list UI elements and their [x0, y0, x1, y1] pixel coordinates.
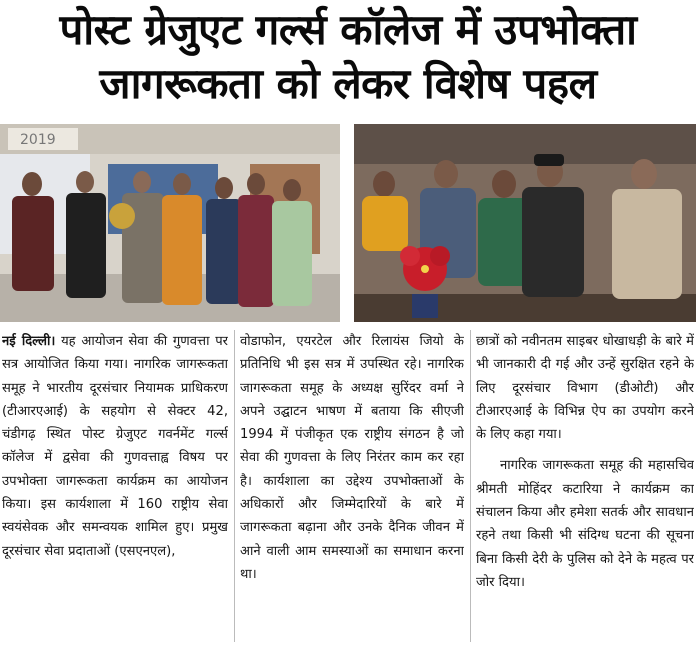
photo-audience	[354, 124, 696, 322]
dateline: नई दिल्ली।	[2, 334, 56, 349]
article-column-2	[240, 330, 464, 648]
column-3-paragraph-1: छात्रों को नवीनतम साइबर धोखाधड़ी के बारे में भी जानकारी दी गई और उन्हें सुरक्षित रहने के लिए दूरसंचार विभाग (डीओटी) और टीआरएआई के विभिन्न ऐप का उपयोग करने के लिए कहा गया।	[476, 334, 694, 443]
column-divider	[234, 330, 235, 642]
audience-illustration	[354, 124, 696, 322]
headline-line-2: जागरूकता को लेकर विशेष पहल	[99, 59, 597, 108]
photo-felicitation	[0, 124, 340, 322]
headline-line-1: पोस्ट ग्रेजुएट गर्ल्स कॉलेज में उपभोक्ता	[59, 5, 637, 54]
column-2-text: वोडाफोन, एयरटेल और रिलायंस जियो के प्रतिनिधि भी इस सत्र में उपस्थित रहे। नागरिक जागरूकता समूह के अध्यक्ष सुरिंदर वर्मा ने अपने उद्घाटन भाषण में बताया कि सीएजी 1994 में पंजीकृत एक राष्ट्रीय संगठन है जो सेवा की गुणवत्ता के लिए निरंतर काम कर रहा है। कार्यशाला का उद्देश्य उपभोक्ताओं के अधिकारों और जिम्मेदारियों के बारे में जागरूकता बढ़ाना और उनके दैनिक जीवन में आने वाली आम समस्याओं का समाधान करना था।	[240, 334, 464, 582]
felicitation-illustration	[0, 124, 340, 322]
column-1-text: यह आयोजन सेवा की गुणवत्ता पर सत्र आयोजित किया गया। नागरिक जागरूकता समूह ने भारतीय दूरसंचार नियामक प्राधिकरण (टीआरएआई) के सहयोग से सेक्टर 42, चंडीगढ़ स्थित पोस्ट ग्रेजुएट गवर्नमेंट गर्ल्स कॉलेज में द्वसेवा की गुणवत्ताह्व विषय पर उपभोक्ता जागरूकता कार्यक्रम का आयोजन किया। इस कार्यशाला में 160 राष्ट्रीय सेवा स्वयंसेवक और समन्वयक शामिल हुए। प्रमुख दूरसंचार सेवा प्रदाताओं (एसएनएल),	[2, 334, 228, 559]
column-divider	[470, 330, 471, 642]
article-column-1	[2, 330, 228, 648]
banner-year: 2019	[20, 132, 56, 148]
article-column-3	[476, 330, 694, 648]
column-3-paragraph-2: नागरिक जागरूकता समूह की महासचिव श्रीमती मोहिंदर कटारिया ने कार्यक्रम का संचालन किया और हमेशा सतर्क और सावधान रहने तथा किसी भी संदिग्ध घटना की सूचना बिना किसी देरी के पुलिस को देने के महत्व पर जोर दिया।	[476, 458, 694, 590]
